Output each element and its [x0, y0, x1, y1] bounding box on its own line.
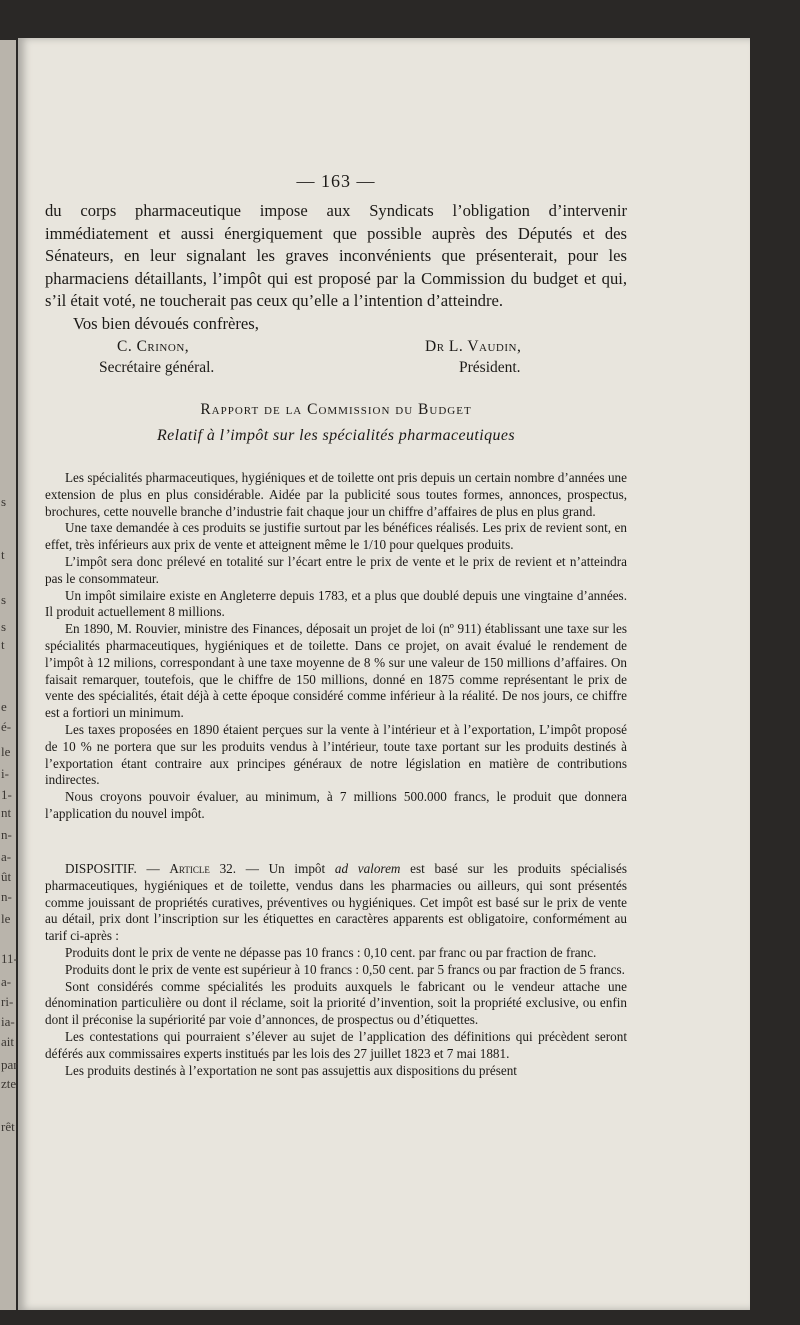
- dispositif-paragraph: Les produits destinés à l’exportation ne sont pas assujettis aux dispositions du présent: [65, 1062, 517, 1078]
- margin-fragment: 11-: [1, 951, 18, 966]
- report-paragraph: Les spécialités pharmaceutiques, hygiéniques et de toilette ont pris depuis un certain nombre d’années une extension de plus en plus considérable. Aidée par la publicité sous toutes formes, annonces, prospectus, brochures, cette nouvelle branche d’industrie fait chaque jour un chiffre d’affaires de plus en plus grand.: [45, 470, 627, 519]
- margin-fragment: i-: [1, 766, 9, 781]
- margin-fragment: ri-: [1, 994, 14, 1009]
- margin-fragment: t: [1, 547, 5, 562]
- margin-fragment: ait: [1, 1034, 14, 1049]
- signatory-role: Président.: [459, 359, 521, 376]
- report-paragraph: Un impôt similaire existe en Angleterre depuis 1783, et a plus que doublé depuis une vingtaine d’années. Il produit actuellement 8 millions.: [45, 587, 627, 620]
- margin-fragment: 1-: [1, 787, 12, 802]
- margin-fragment: nt: [1, 805, 12, 820]
- margin-fragment: s: [1, 494, 7, 509]
- document-page: [18, 38, 750, 1310]
- signature-president: [425, 336, 521, 378]
- signature-secretary: [99, 336, 215, 378]
- dispositif-paragraph: [45, 861, 627, 945]
- margin-fragment: n-: [1, 889, 12, 904]
- letter-salutation: Vos bien dévoués confrères,: [73, 313, 259, 333]
- dispositif-text: — Un impôt: [236, 861, 335, 876]
- margin-fragment: le: [1, 911, 11, 926]
- signatory-name: Dr L. Vaudin,: [425, 338, 522, 355]
- dispositif-paragraph: Sont considérés comme spécialités les produits auxquels le fabricant ou le vendeur attache une dénomination particulière ou dont il réclame, soit la priorité d’invention, soit la propriété exclusive, ou enfin dont il préconise la supériorité par voie d’annonces, de prospectus ou d’étiquettes.: [45, 978, 627, 1028]
- dispositif-italic: ad valorem: [334, 861, 401, 876]
- dispositif-paragraph: Produits dont le prix de vente est supérieur à 10 francs : 0,50 cent. par 5 francs ou par fraction de 5 francs.: [65, 961, 625, 977]
- dispositif-paragraph: Produits dont le prix de vente ne dépasse pas 10 francs : 0,10 cent. par franc ou par fraction de franc.: [65, 944, 597, 960]
- report-paragraph: L’impôt sera donc prélevé en totalité sur l’écart entre le prix de vente et le prix de revient et n’atteindra pas le consommateur.: [45, 553, 627, 586]
- letter-closing: [45, 200, 627, 335]
- report-paragraph: Une taxe demandée à ces produits se justifie surtout par les bénéfices réalisés. Les prix de revient sont, en effet, très inférieurs aux prix de vente et atteignent même le 1/10 pour quelques produits.: [45, 520, 627, 553]
- report-body: [45, 470, 627, 823]
- margin-fragment: s: [1, 592, 7, 607]
- signatory-role: Secrétaire général.: [99, 359, 215, 376]
- article-label: Article 32.: [169, 861, 237, 876]
- margin-fragment: zte: [1, 1076, 17, 1091]
- facing-page-edge: [0, 40, 16, 1310]
- margin-fragment: n-: [1, 827, 12, 842]
- margin-fragment: t: [1, 637, 5, 652]
- report-paragraph: Les taxes proposées en 1890 étaient perçues sur la vente à l’intérieur et à l’exportation, L’impôt proposé de 10 % ne portera que sur les produits vendus à l’intérieur, toute taxe portant sur les produits destinés à l’exportation étant contraire aux principes généraux de notre législation en matière de contributions indirectes.: [45, 721, 627, 788]
- dispositif-paragraph: Les contestations qui pourraient s’élever au sujet de l’application des définitions qui précèdent seront déférés aux commissaires experts institués par les lois des 27 juillet 1823 et 7 mai 1881.: [45, 1028, 627, 1061]
- margin-fragment: le: [1, 744, 11, 759]
- margin-fragment: rêt: [1, 1119, 15, 1134]
- dispositif-section: [45, 861, 627, 1079]
- page-number: — 163 —: [296, 171, 376, 191]
- margin-fragment: ia-: [1, 1014, 15, 1029]
- margin-fragment: s: [1, 619, 7, 634]
- letter-paragraph: du corps pharmaceutique impose aux Syndicats l’obligation d’intervenir immédiatement et aussi énergiquement que possible auprès des Députés et des Sénateurs, en leur signalant les graves inconvénients que présenterait, pour les pharmaciens détaillants, l’impôt qui est proposé par la Commission du budget et qui, s’il était voté, ne toucherait pas ceux qu’elle a l’intention d’atteindre.: [45, 201, 627, 310]
- report-paragraph: En 1890, M. Rouvier, ministre des Finances, déposait un projet de loi (nº 911) établissant une taxe sur les spécialités pharmaceutiques, hygiéniques et de toilette. Dans ce projet, on avait évalué le rendement de l’impôt à 12 milions, correspondant à une taxe moyenne de 8 % sur une valeur de 150 millions d’affaires. On faisait remarquer, toutefois, que le chiffre de 150 millions, donné en 1875 comme représentant le prix de vente des spécialités, était déjà à cette époque considéré comme inférieur à la réalité. De nos jours, ce chiffre est a fortiori un minimum.: [45, 621, 627, 721]
- margin-fragment: par: [1, 1057, 18, 1072]
- report-subheading: Relatif à l’impôt sur les spécialités pharmaceutiques: [156, 427, 516, 444]
- margin-fragment: a-: [1, 849, 12, 864]
- report-heading: Rapport de la Commission du Budget: [200, 401, 472, 418]
- signatory-name: C. Crinon,: [117, 338, 190, 355]
- report-paragraph: Nous croyons pouvoir évaluer, au minimum, à 7 millions 500.000 francs, le produit que donnera l’application du nouvel impôt.: [45, 789, 627, 821]
- dispositif-label: DISPOSITIF. —: [65, 861, 170, 876]
- margin-fragment: e: [1, 699, 7, 714]
- margin-fragment: ût: [1, 869, 12, 884]
- margin-fragment: a-: [1, 974, 12, 989]
- margin-fragment: é-: [1, 719, 12, 734]
- dispositif-text: est basé sur les produits spécialisés pharmaceutiques, hygiéniques et de toilette, vendus dans les pharmacies ou ailleurs, qui sont présentés comme jouissant de propriétés curatives, préventives ou hygiéniques. Cet impôt est basé sur le prix de vente au détail, prix dont l’inscription sur les étiquettes en caractères apparents est obligatoire, conformément au tarif ci-après :: [45, 861, 627, 944]
